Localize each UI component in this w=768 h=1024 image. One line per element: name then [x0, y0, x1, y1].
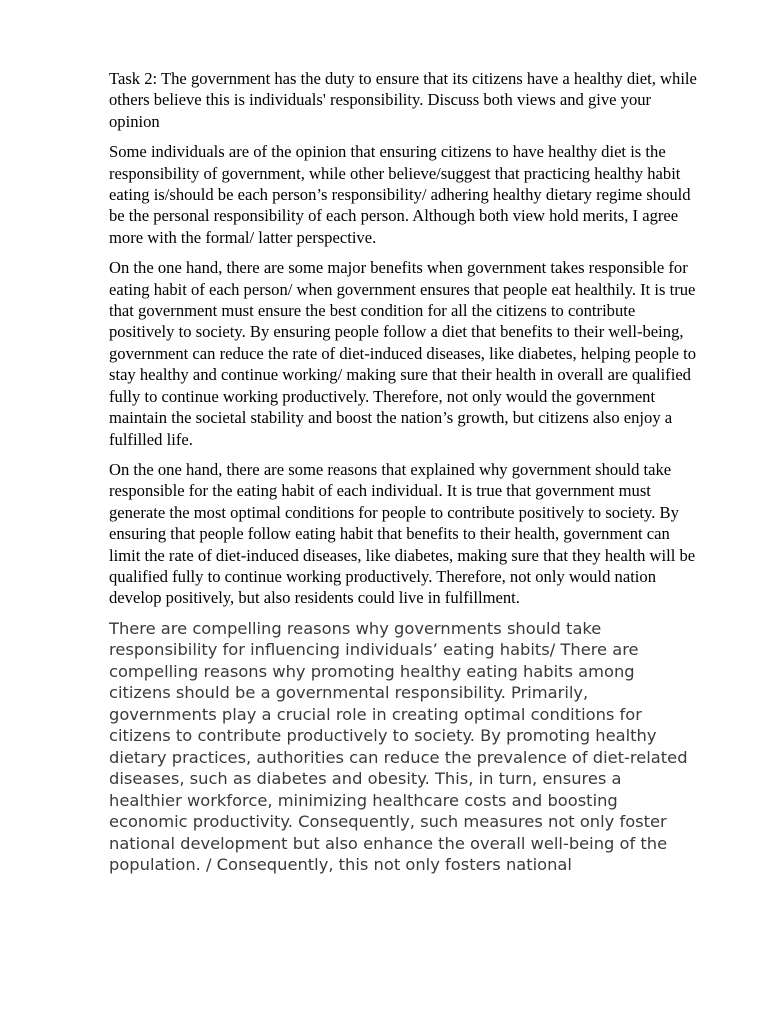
- essay-paragraph-introduction: Some individuals are of the opinion that ensuring citizens to have healthy diet is the responsibility of government, while other believe/suggest that practicing healthy habit eating is/should be each person’s responsibility/ adhering healthy dietary regime should be the personal responsibility of each person. Although both view hold merits, I agree more with the formal/ latter perspective.: [109, 142, 691, 247]
- essay-paragraph-body-draft-1: On the one hand, there are some major benefits when government takes responsible for eating habit of each person/ when government ensures that people eat healthily. It is true that government must ensure the best condition for all the citizens to contribute positively to society. By ensuring people follow a diet that benefits to their well-being, government can reduce the rate of diet-induced diseases, like diabetes, helping people to stay healthy and continue working/ making sure that their health in overall are qualified fully to continue working productively. Therefore, not only would the government maintain the societal stability and boost the nation’s growth, but citizens also enjoy a fulfilled life.: [109, 258, 697, 449]
- essay-paragraph-body-draft-2: On the one hand, there are some reasons that explained why government should take responsible for the eating habit of each individual. It is true that government must generate the most optimal conditions for people to contribute positively to society. By ensuring that people follow eating habit that benefits to their health, government can limit the rate of diet-induced diseases, like diabetes, making sure that they health will be qualified fully to continue working productively. Therefore, not only would nation develop positively, but also residents could live in fulfillment.: [109, 459, 696, 608]
- task-prompt: Task 2: The government has the duty to ensure that its citizens have a healthy diet, while others believe this is individuals' responsibility. Discuss both views and give your opinion: [109, 69, 697, 131]
- document-page: [109, 68, 699, 876]
- essay-paragraph-revised: There are compelling reasons why governments should take responsibility for influencing individuals’ eating habits/ There are compelling reasons why promoting healthy eating habits among citizens should be a governmental responsibility. Primarily, governments play a crucial role in creating optimal conditions for citizens to contribute productively to society. By promoting healthy dietary practices, authorities can reduce the prevalence of diet-related diseases, such as diabetes and obesity. This, in turn, ensures a healthier workforce, minimizing healthcare costs and boosting economic productivity. Consequently, such measures not only foster national development but also enhance the overall well-being of the population. / Consequently, this not only fosters national: [109, 618, 688, 875]
